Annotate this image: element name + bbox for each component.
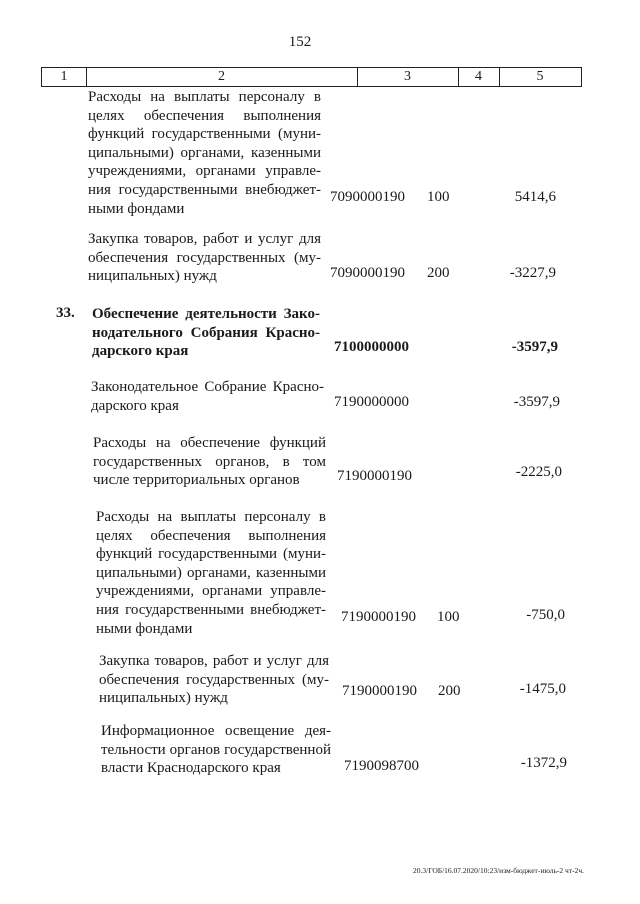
row-name: Обеспечение деятельности Зако-нодательного Собрания Красно-дарского края xyxy=(92,306,320,360)
row-number: 33. xyxy=(56,305,75,321)
row-name: Расходы на выплаты персоналу в целях обеспечения выполнения функций государственными (муни-ципальными) органами, казенными учреждениями, органами управле-ния государственными внебюджет-ными фондами xyxy=(88,89,321,217)
header-col-3: 3 xyxy=(357,68,459,86)
header-col-4: 4 xyxy=(458,68,500,86)
row-name: Расходы на обеспечение функций государственных органов, в том числе территориальных органов xyxy=(93,435,326,489)
row-code: 7190098700 xyxy=(344,758,419,774)
row-vr: 200 xyxy=(438,683,461,699)
footer-file-reference: 20.3/ГОБ/16.07.2020/10:23/изм-бюджет-июль-2 чт-2ч. xyxy=(413,866,584,875)
row-code: 7190000190 xyxy=(337,468,412,484)
row-name: Закупка товаров, работ и услуг для обеспечения государственных (му-ниципальных) нужд xyxy=(88,231,321,285)
page-number: 152 xyxy=(288,34,312,50)
row-code: 7190000000 xyxy=(334,394,409,410)
row-name: Законодательное Собрание Красно-дарского края xyxy=(91,379,324,414)
row-amount: -3597,9 xyxy=(513,394,560,410)
row-amount: 5414,6 xyxy=(514,189,556,205)
row-amount: -1475,0 xyxy=(519,681,566,697)
row-name: Информационное освещение дея-тельности органов государственной власти Краснодарского края xyxy=(101,723,331,777)
row-code: 7090000190 xyxy=(330,265,405,281)
row-amount: -2225,0 xyxy=(515,464,562,480)
row-amount: -3597,9 xyxy=(511,339,558,355)
header-col-1: 1 xyxy=(42,68,87,86)
row-code: 7090000190 xyxy=(330,189,405,205)
row-code: 7190000190 xyxy=(342,683,417,699)
header-col-2: 2 xyxy=(86,68,358,86)
row-vr: 200 xyxy=(427,265,450,281)
row-amount: -750,0 xyxy=(526,607,565,623)
table-header xyxy=(41,67,582,87)
row-name: Закупка товаров, работ и услуг для обеспечения государственных (му-ниципальных) нужд xyxy=(99,653,329,707)
row-code: 7100000000 xyxy=(334,339,409,355)
row-vr: 100 xyxy=(437,609,460,625)
row-amount: -1372,9 xyxy=(520,755,567,771)
row-amount: -3227,9 xyxy=(509,265,556,281)
row-name: Расходы на выплаты персоналу в целях обеспечения выполнения функций государственными (муни-ципальными) органами, казенными учреждениями, органами управле-ния государственными внебюджет-ными фондами xyxy=(96,509,326,637)
row-code: 7190000190 xyxy=(341,609,416,625)
row-vr: 100 xyxy=(427,189,450,205)
header-col-5: 5 xyxy=(536,69,544,84)
